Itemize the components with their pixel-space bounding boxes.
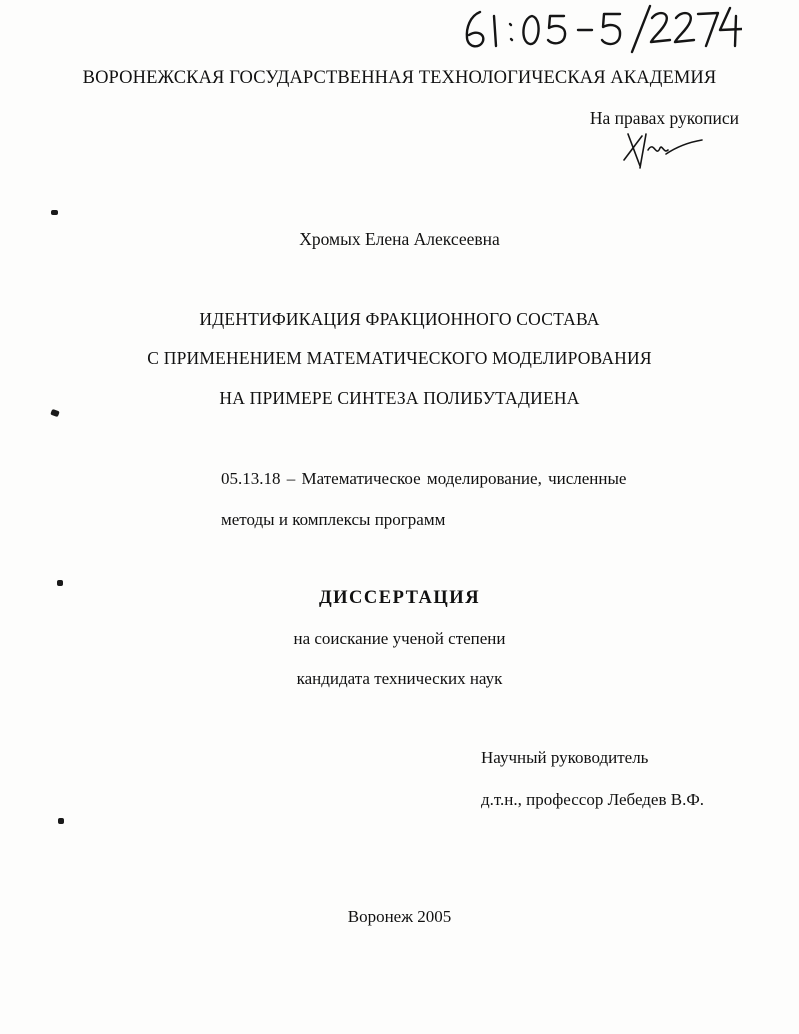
city-year: Воронеж 2005	[347, 907, 452, 926]
title-line-1: ИДЕНТИФИКАЦИЯ ФРАКЦИОННОГО СОСТАВА	[199, 309, 600, 329]
advisor-name: д.т.н., профессор Лебедев В.Ф.	[481, 790, 705, 809]
scan-artifact-mark	[57, 580, 63, 586]
signature	[620, 130, 704, 170]
specialty-line-1: 05.13.18 – Математическое моделирование, численные	[221, 469, 627, 488]
degree-purpose-line-1: на соискание ученой степени	[293, 629, 506, 648]
title-line-3: НА ПРИМЕРЕ СИНТЕЗА ПОЛИБУТАДИЕНА	[219, 388, 580, 408]
scan-artifact-mark	[51, 210, 58, 215]
specialty-line-2: методы и комплексы программ	[221, 510, 446, 529]
scan-artifact-mark	[50, 409, 60, 417]
handwritten-archive-code	[452, 2, 742, 56]
rights-note: На правах рукописи	[589, 108, 739, 128]
author-name: Хромых Елена Алексеевна	[299, 229, 500, 249]
title-line-2: С ПРИМЕНЕНИЕМ МАТЕМАТИЧЕСКОГО МОДЕЛИРОВАНИЯ	[147, 348, 652, 368]
institution-name: ВОРОНЕЖСКАЯ ГОСУДАРСТВЕННАЯ ТЕХНОЛОГИЧЕСКАЯ АКАДЕМИЯ	[82, 68, 717, 88]
document-type: ДИССЕРТАЦИЯ	[318, 588, 481, 608]
scan-artifact-mark	[58, 818, 64, 824]
degree-purpose-line-2: кандидата технических наук	[296, 669, 503, 688]
advisor-label: Научный руководитель	[481, 748, 649, 767]
